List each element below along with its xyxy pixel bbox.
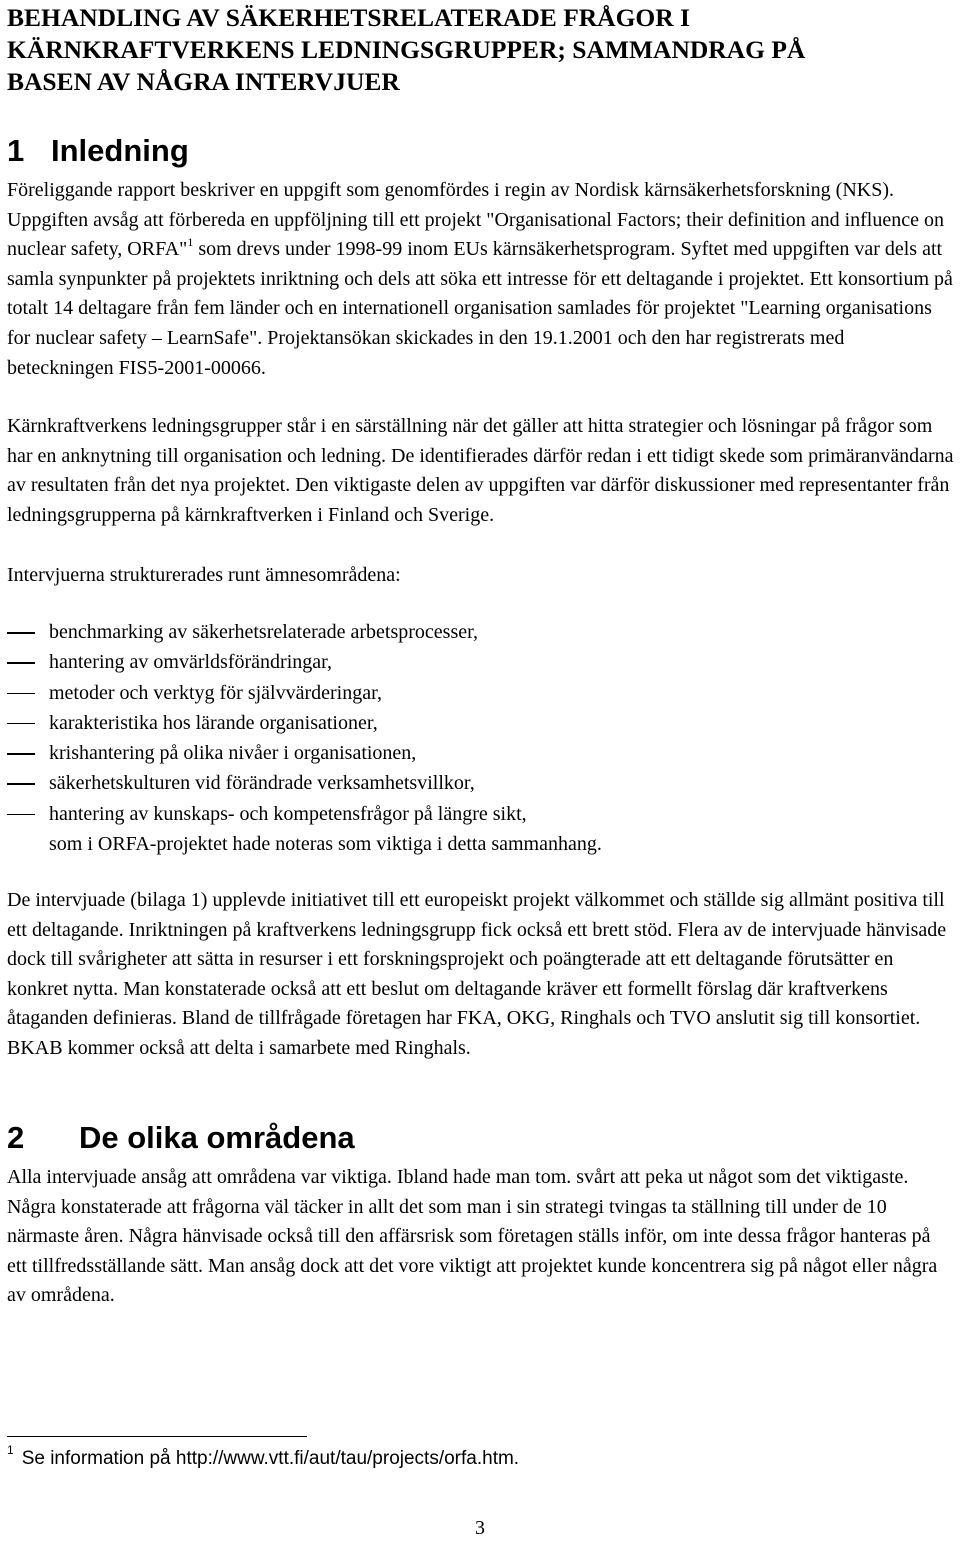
section-2-paragraph-1: Alla intervjuade ansåg att områdena var viktiga. Ibland hade man tom. svårt att peka ut något som det viktigaste. Några konstaterade att frågorna väl täcker in allt det som man i sin strategi tvingas ta ställning till under de 10 närmaste åren. Några hänvisade också till den affärsrisk som företagen ställs inför, om inte dessa frågor hanteras på ett tillfredsställande sätt. Man ansåg dock att det vore viktigt att projektet kunde koncentrera sig på något eller några av områdena. — [7, 1166, 938, 1307]
footnote-reference: 1 — [187, 234, 194, 249]
footnote-marker: 1 — [7, 1442, 14, 1457]
list-item — [7, 617, 955, 647]
dash-bullet-icon — [7, 783, 35, 785]
title-line-2: KÄRNKRAFTVERKENS LEDNINGSGRUPPER; SAMMANDRAG PÅ — [7, 35, 806, 64]
section-1-paragraph-4: De intervjuade (bilaga 1) upplevde initiativet till ett europeiskt projekt välkommet och ställde sig allmänt positiva till ett deltagande. Inriktningen på kraftverkens ledningsgrupp fick också ett brett stöd. Flera av de intervjuade hänvisade dock till svårigheter att sätta in resurser i ett forskningsprojekt och poängterade att ett deltagande förutsätter en konkret nytta. Man konstaterade också att ett beslut om deltagande kräver ett formellt förslag där kraftverkens åtaganden definieras. Bland de tillfrågade företagen har FKA, OKG, Ringhals och TVO anslutit sig till konsortiet. BKAB kommer också att delta i samarbete med Ringhals. — [7, 889, 947, 1059]
list-item — [7, 768, 955, 798]
dash-bullet-icon — [7, 662, 35, 664]
dash-bullet-icon — [7, 753, 35, 755]
document-title — [7, 2, 955, 98]
paragraph-1-text-b: som drevs under 1998-99 inom EUs kärnsäkerhetsprogram. Syftet med uppgiften var dels att samla synpunkter på projektets inriktning och dels att söka ett intresse för ett deltagande i projektet. Ett konsortium på totalt 14 deltagare från fem länder och en internationell organisation samlades för projektet "Learning organisations for nuclear safety – LearnSafe". Projektansökan skickades in den 19.1.2001 och den har registrerats med beteckningen FIS5-2001-00066. — [7, 238, 953, 379]
footnote-text: Se information på http://www.vtt.fi/aut/tau/projects/orfa.htm. — [21, 1448, 520, 1469]
section-1-title: Inledning — [51, 133, 189, 168]
list-item-text: säkerhetskulturen vid förändrade verksamhetsvillkor, — [49, 772, 475, 795]
dash-bullet-icon — [7, 814, 35, 816]
dash-bullet-icon — [7, 723, 35, 725]
list-item-text: hantering av kunskaps- och kompetensfrågor på längre sikt, — [49, 802, 527, 825]
dash-bullet-icon — [7, 693, 35, 695]
footnote-divider — [7, 1436, 307, 1437]
list-continuation — [7, 829, 955, 859]
list-item — [7, 799, 955, 829]
section-1-paragraph-3: Intervjuerna strukturerades runt ämnesområdena: — [7, 564, 401, 586]
section-1-paragraph-2: Kärnkraftverkens ledningsgrupper står i en särställning när det gäller att hitta strategier och lösningar på frågor som har en anknytning till organisation och ledning. De identifierades därför redan i ett tidigt skede som primäranvändarna av resultaten från det nya projektet. Den viktigaste delen av uppgiften var därför diskussioner med representanter från ledningsgrupperna på kärnkraftverken i Finland och Sverige. — [7, 415, 954, 526]
list-item — [7, 738, 955, 768]
section-2-heading — [7, 1120, 355, 1156]
list-continuation-text: som i ORFA-projektet hade noteras som viktiga i detta sammanhang. — [49, 833, 602, 856]
footnote — [7, 1442, 520, 1471]
list-item — [7, 647, 955, 677]
list-item — [7, 708, 955, 738]
topic-list — [7, 617, 955, 859]
list-item-text: krishantering på olika nivåer i organisationen, — [49, 742, 417, 765]
title-line-3: BASEN AV NÅGRA INTERVJUER — [7, 67, 400, 96]
list-item-text: hantering av omvärldsförändringar, — [49, 651, 332, 674]
section-1-number: 1 — [7, 133, 25, 168]
list-item-text: karakteristika hos lärande organisationer, — [49, 711, 378, 734]
section-1-heading — [7, 133, 189, 169]
section-1-paragraph-1 — [7, 176, 955, 383]
dash-bullet-icon — [7, 632, 35, 634]
title-line-1: BEHANDLING AV SÄKERHETSRELATERADE FRÅGOR I — [7, 3, 690, 32]
list-item — [7, 678, 955, 708]
page-number: 3 — [475, 1517, 485, 1539]
section-2-number: 2 — [7, 1120, 25, 1155]
section-2-title: De olika områdena — [79, 1120, 355, 1155]
list-item-text: metoder och verktyg för självvärderingar, — [49, 681, 382, 704]
list-item-text: benchmarking av säkerhetsrelaterade arbetsprocesser, — [49, 621, 478, 643]
paragraph-1-text-a: Föreliggande rapport beskriver en uppgift som genomfördes i regin av Nordisk kärnsäkerhetsforskning (NKS). Uppgiften avsåg att förbereda en uppföljning till ett projekt "Organisational Factors; their definition and influence on nuclear safety, ORFA" — [7, 179, 944, 261]
